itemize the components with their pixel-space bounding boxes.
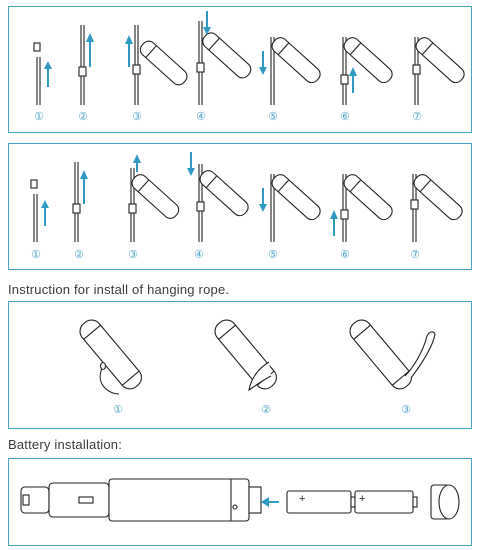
rope-install-caption: Instruction for install of hanging rope. <box>8 282 230 297</box>
step-number: ④ <box>194 249 204 261</box>
step-7-figure <box>413 35 467 105</box>
step-number: ① <box>31 249 41 261</box>
rope-step-number: ③ <box>401 404 411 416</box>
step-4-figure <box>197 11 254 105</box>
battery-install-diagram <box>9 459 473 547</box>
rope-step-number: ② <box>261 404 271 416</box>
step-7-figure <box>411 172 465 242</box>
step-number: ⑥ <box>340 249 350 261</box>
step-number: ③ <box>128 249 138 261</box>
battery-plus-sign: + <box>359 493 366 505</box>
rope-step-2-figure <box>211 316 281 393</box>
flashlight-body-figure <box>21 479 261 521</box>
rope-step-3-figure <box>346 316 435 393</box>
rope-step-1-figure <box>76 316 146 394</box>
step-number: ⑥ <box>340 111 350 123</box>
rope-step-number: ① <box>113 404 123 416</box>
step-5-figure <box>259 172 323 242</box>
step-number: ① <box>34 111 44 123</box>
step-3-figure <box>125 25 190 105</box>
step-number: ② <box>78 111 88 123</box>
step-number: ⑦ <box>410 249 420 261</box>
step-1-figure <box>31 180 49 242</box>
step-2-figure <box>79 25 94 105</box>
step-number: ⑤ <box>268 111 278 123</box>
clip-install-panel-b <box>8 143 472 270</box>
clip-install-panel-a <box>8 6 472 133</box>
step-6-figure <box>341 35 395 105</box>
rope-install-panel <box>8 301 472 429</box>
battery-install-panel <box>8 458 472 546</box>
step-number: ⑤ <box>268 249 278 261</box>
step-5-figure <box>259 35 323 105</box>
step-number: ② <box>74 249 84 261</box>
battery-plus-sign: + <box>299 493 306 505</box>
step-number: ④ <box>196 111 206 123</box>
step-6-figure <box>330 172 395 242</box>
step-number: ③ <box>132 111 142 123</box>
tail-cap-figure <box>431 485 459 519</box>
step-3-figure <box>129 154 182 242</box>
step-number: ⑦ <box>412 111 422 123</box>
battery-install-caption: Battery installation: <box>8 437 123 452</box>
step-2-figure <box>73 162 88 242</box>
step-1-figure <box>34 43 52 105</box>
step-4-figure <box>187 152 251 242</box>
batteries-figure <box>287 491 417 513</box>
